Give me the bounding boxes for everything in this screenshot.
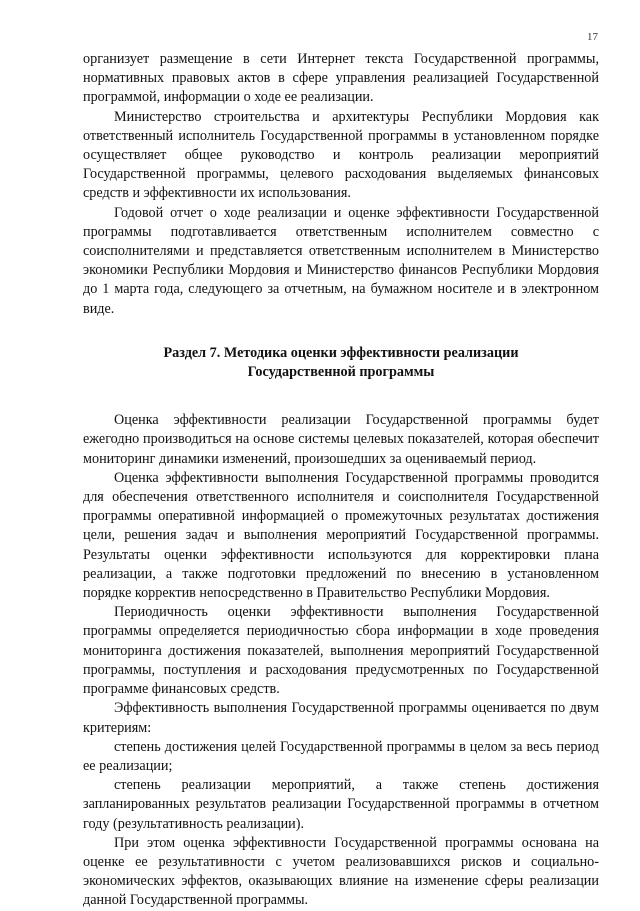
paragraph: Оценка эффективности выполнения Государственной программы проводится для обеспечения ответственного исполнителя и соисполнителя Государственной программы оперативной информацией о промежуточных результатах достижения цели, решения задач и выполнения мероприятий Государственной программы. Результаты оценки эффективности используются для корректировки плана реализации, а также подготовки предложений по внесению в установленном порядке корректив непосредственно в Правительство Республики Мордовия.	[83, 469, 599, 602]
paragraph: степень достижения целей Государственной программы в целом за весь период ее реализации;	[83, 738, 599, 774]
paragraph: Министерство строительства и архитектуры Республики Мордовия как ответственный исполнитель Государственной программы в установленном порядке осуществляет общее руководство и контроль реализации мероприятий Государственной программы, целевого расходования выделяемых финансовых средств и эффективности их использования.	[83, 108, 599, 202]
paragraph: При этом оценка эффективности Государственной программы основана на оценке ее результативности с учетом реализовавшихся рисков и социально-экономических эффектов, оказывающих влияние на изменение сферы реализации данной Государственной программы.	[83, 834, 599, 909]
paragraph: Годовой отчет о ходе реализации и оценке эффективности Государственной программы подготавливается ответственным исполнителем совместно с соисполнителями и представляется ответственным исполнителем в Министерство экономики Республики Мордовия и Министерство финансов Республики Мордовия до 1 марта года, следующего за отчетным, на бумажном носителе и в электронном виде.	[83, 204, 599, 317]
section-heading	[83, 344, 599, 382]
section-heading-line: Государственной программы	[247, 364, 435, 381]
document-body	[83, 50, 599, 911]
paragraph: Периодичность оценки эффективности выполнения Государственной программы определяется периодичностью сбора информации в ходе проведения мониторинга достижения показателей, выполнения мероприятий Государственной программы, поступления и расходования предусмотренных по Государственной программе финансовых средств.	[83, 604, 599, 698]
paragraph: степень реализации мероприятий, а также степень достижения запланированных результатов реализации Государственной программы в отчетном году (результативность реализации).	[83, 777, 599, 832]
section-heading-line: Раздел 7. Методика оценки эффективности реализации	[163, 344, 519, 361]
paragraph: организует размещение в сети Интернет текста Государственной программы, нормативных правовых актов в сфере управления реализацией Государственной программой, информации о ходе ее реализации.	[83, 51, 599, 106]
paragraph: Эффективность выполнения Государственной программы оценивается по двум критериям:	[83, 700, 599, 736]
paragraph: Оценка эффективности реализации Государственной программы будет ежегодно производиться на основе системы целевых показателей, которая обеспечит мониторинг динамики изменений, произошедших за оцениваемый период.	[83, 412, 599, 467]
page-number: 17	[587, 31, 598, 43]
